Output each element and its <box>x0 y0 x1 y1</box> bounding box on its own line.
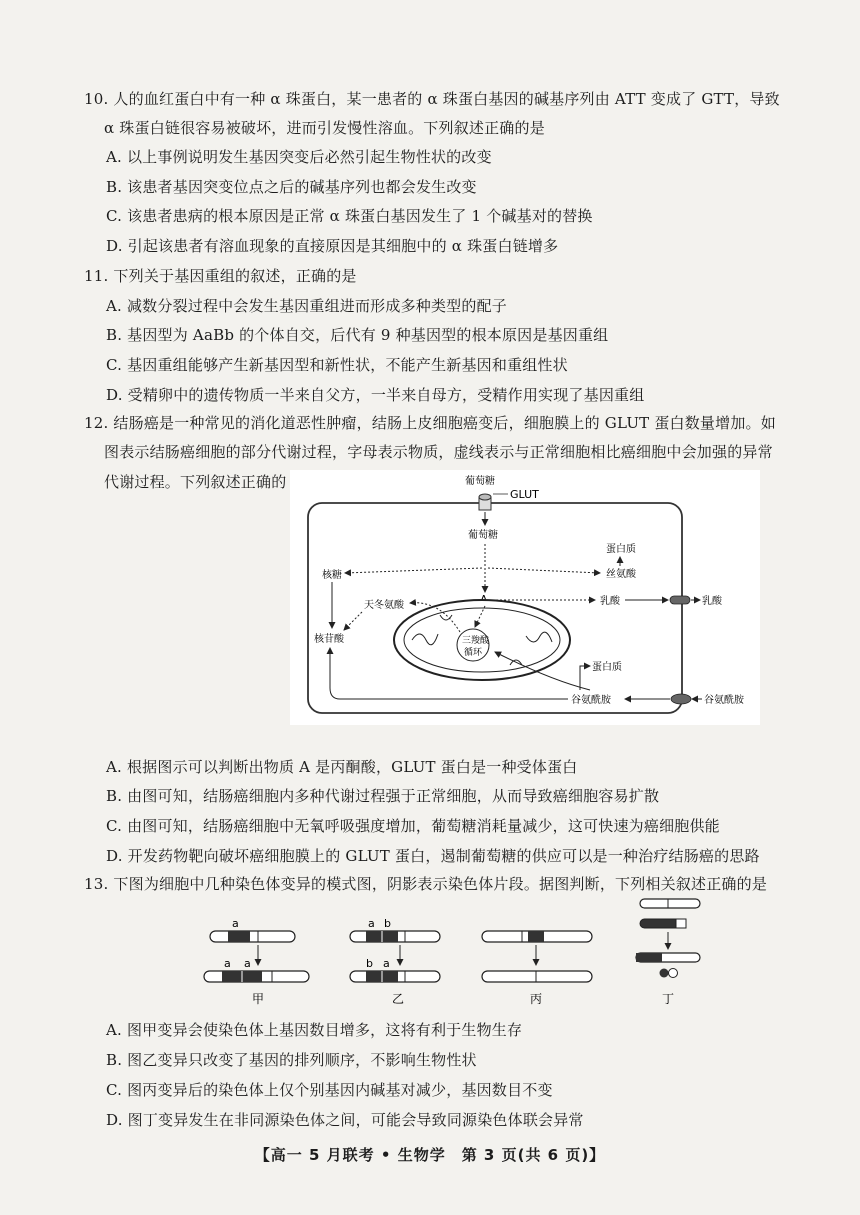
protein-bottom-label: 蛋白质 <box>592 662 622 673</box>
gene-a-label-dup1: a <box>224 957 231 970</box>
gene-a-label-yi: a <box>368 917 375 930</box>
gene-a-label-yi2: a <box>383 957 390 970</box>
q13-option-b: B. 图乙变异只改变了基因的排列顺序，不影响生物性状 <box>106 1051 477 1069</box>
q10-option-b: B. 该患者基因突变位点之后的碱基序列也都会发生改变 <box>106 178 477 196</box>
glutamine-inside-label: 谷氨酰胺 <box>571 695 611 706</box>
q10-stem-cont: α 珠蛋白链很容易被破坏，进而引发慢性溶血。下列叙述正确的是 <box>104 119 545 137</box>
label-jia: 甲 <box>252 992 265 1006</box>
protein-top-label: 蛋白质 <box>606 544 636 555</box>
chromosome-jia <box>204 917 309 1006</box>
glutamine-outside-label: 谷氨酰胺 <box>704 695 744 706</box>
gene-a-label: a <box>232 917 239 930</box>
glucose-outside-label: 葡萄糖 <box>465 476 495 487</box>
gene-b-label-yi2: b <box>366 957 373 970</box>
q10-stem: 10. 人的血红蛋白中有一种 α 珠蛋白，某一患者的 α 珠蛋白基因的碱基序列由 ATT 变成了 GTT，导致 <box>84 90 780 108</box>
q11-option-a: A. 减数分裂过程中会发生基因重组进而形成多种类型的配子 <box>106 297 507 315</box>
page-footer: 【高一 5 月联考 • 生物学 第 3 页(共 6 页)】 <box>254 1146 606 1164</box>
q12-option-a: A. 根据图示可以判断出物质 A 是丙酮酸，GLUT 蛋白是一种受体蛋白 <box>106 758 578 776</box>
q12-stem: 12. 结肠癌是一种常见的消化道恶性肿瘤，结肠上皮细胞癌变后，细胞膜上的 GLUT 蛋白数量增加。如 <box>84 414 776 432</box>
q12-option-b: B. 由图可知，结肠癌细胞内多种代谢过程强于正常细胞，从而导致癌细胞容易扩散 <box>106 787 660 805</box>
ribose-label: 核糖 <box>322 570 342 581</box>
lactate-inside-label: 乳酸 <box>600 596 620 607</box>
serine-label: 丝氨酸 <box>606 569 636 580</box>
tca-label-1: 三羧酸 <box>462 636 490 646</box>
q12-option-c: C. 由图可知，结肠癌细胞中无氧呼吸强度增加，葡萄糖消耗量减少，这可快速为癌细胞供能 <box>106 817 720 835</box>
lactate-transporter <box>670 596 690 604</box>
tca-label-2: 循环 <box>464 648 483 658</box>
cell-metabolism-diagram <box>290 470 760 725</box>
nucleotide-label: 核苷酸 <box>314 634 344 645</box>
q10-option-d: D. 引起该患者有溶血现象的直接原因是其细胞中的 α 珠蛋白链增多 <box>106 237 559 255</box>
q13-option-c: C. 图丙变异后的染色体上仅个别基因内碱基对减少，基因数目不变 <box>106 1081 553 1099</box>
q13-option-a: A. 图甲变异会使染色体上基因数目增多，这将有利于生物生存 <box>106 1021 523 1039</box>
q12-stem-cont2: 代谢过程。下列叙述正确的 <box>104 473 287 491</box>
q11-option-d: D. 受精卵中的遗传物质一半来自父方，一半来自母方，受精作用实现了基因重组 <box>106 386 645 404</box>
glutamine-transporter <box>671 694 691 704</box>
chromosome-yi <box>350 917 440 1006</box>
glucose-inside-label: 葡萄糖 <box>468 530 498 541</box>
glut-transporter <box>479 494 491 510</box>
chromosome-ding <box>636 899 700 1006</box>
glut-label: GLUT <box>510 488 539 501</box>
q13-option-d: D. 图丁变异发生在非同源染色体之间，可能会导致同源染色体联会异常 <box>106 1111 584 1129</box>
q10-option-c: C. 该患者患病的根本原因是正常 α 珠蛋白基因发生了 1 个碱基对的替换 <box>106 207 593 225</box>
lactate-outside-label: 乳酸 <box>702 596 722 607</box>
q11-option-b: B. 基因型为 AaBb 的个体自交，后代有 9 种基因型的根本原因是基因重组 <box>106 326 609 344</box>
aspartate-label: 天冬氨酸 <box>364 600 404 611</box>
label-yi: 乙 <box>392 992 405 1006</box>
q11-option-c: C. 基因重组能够产生新基因型和新性状，不能产生新基因和重组性状 <box>106 356 568 374</box>
gene-a-label-dup2: a <box>244 957 251 970</box>
label-ding: 丁 <box>662 992 675 1006</box>
mitochondrion <box>394 600 570 680</box>
q12-option-d: D. 开发药物靶向破坏癌细胞膜上的 GLUT 蛋白，遏制葡萄糖的供应可以是一种治疗结肠癌的思路 <box>106 847 760 865</box>
q13-stem: 13. 下图为细胞中几种染色体变异的模式图，阴影表示染色体片段。据图判断，下列相关叙述正确的是 <box>84 875 768 893</box>
q12-stem-cont: 图表示结肠癌细胞的部分代谢过程，字母表示物质，虚线表示与正常细胞相比癌细胞中会加强的异常 <box>104 443 773 461</box>
chromosome-variation-diagram <box>200 893 720 1013</box>
chromosome-bing <box>482 931 592 1006</box>
q10-option-a: A. 以上事例说明发生基因突变后必然引起生物性状的改变 <box>106 148 492 166</box>
label-bing: 丙 <box>530 992 543 1006</box>
gene-b-label-yi: b <box>384 917 391 930</box>
q11-stem: 11. 下列关于基因重组的叙述，正确的是 <box>84 267 357 285</box>
